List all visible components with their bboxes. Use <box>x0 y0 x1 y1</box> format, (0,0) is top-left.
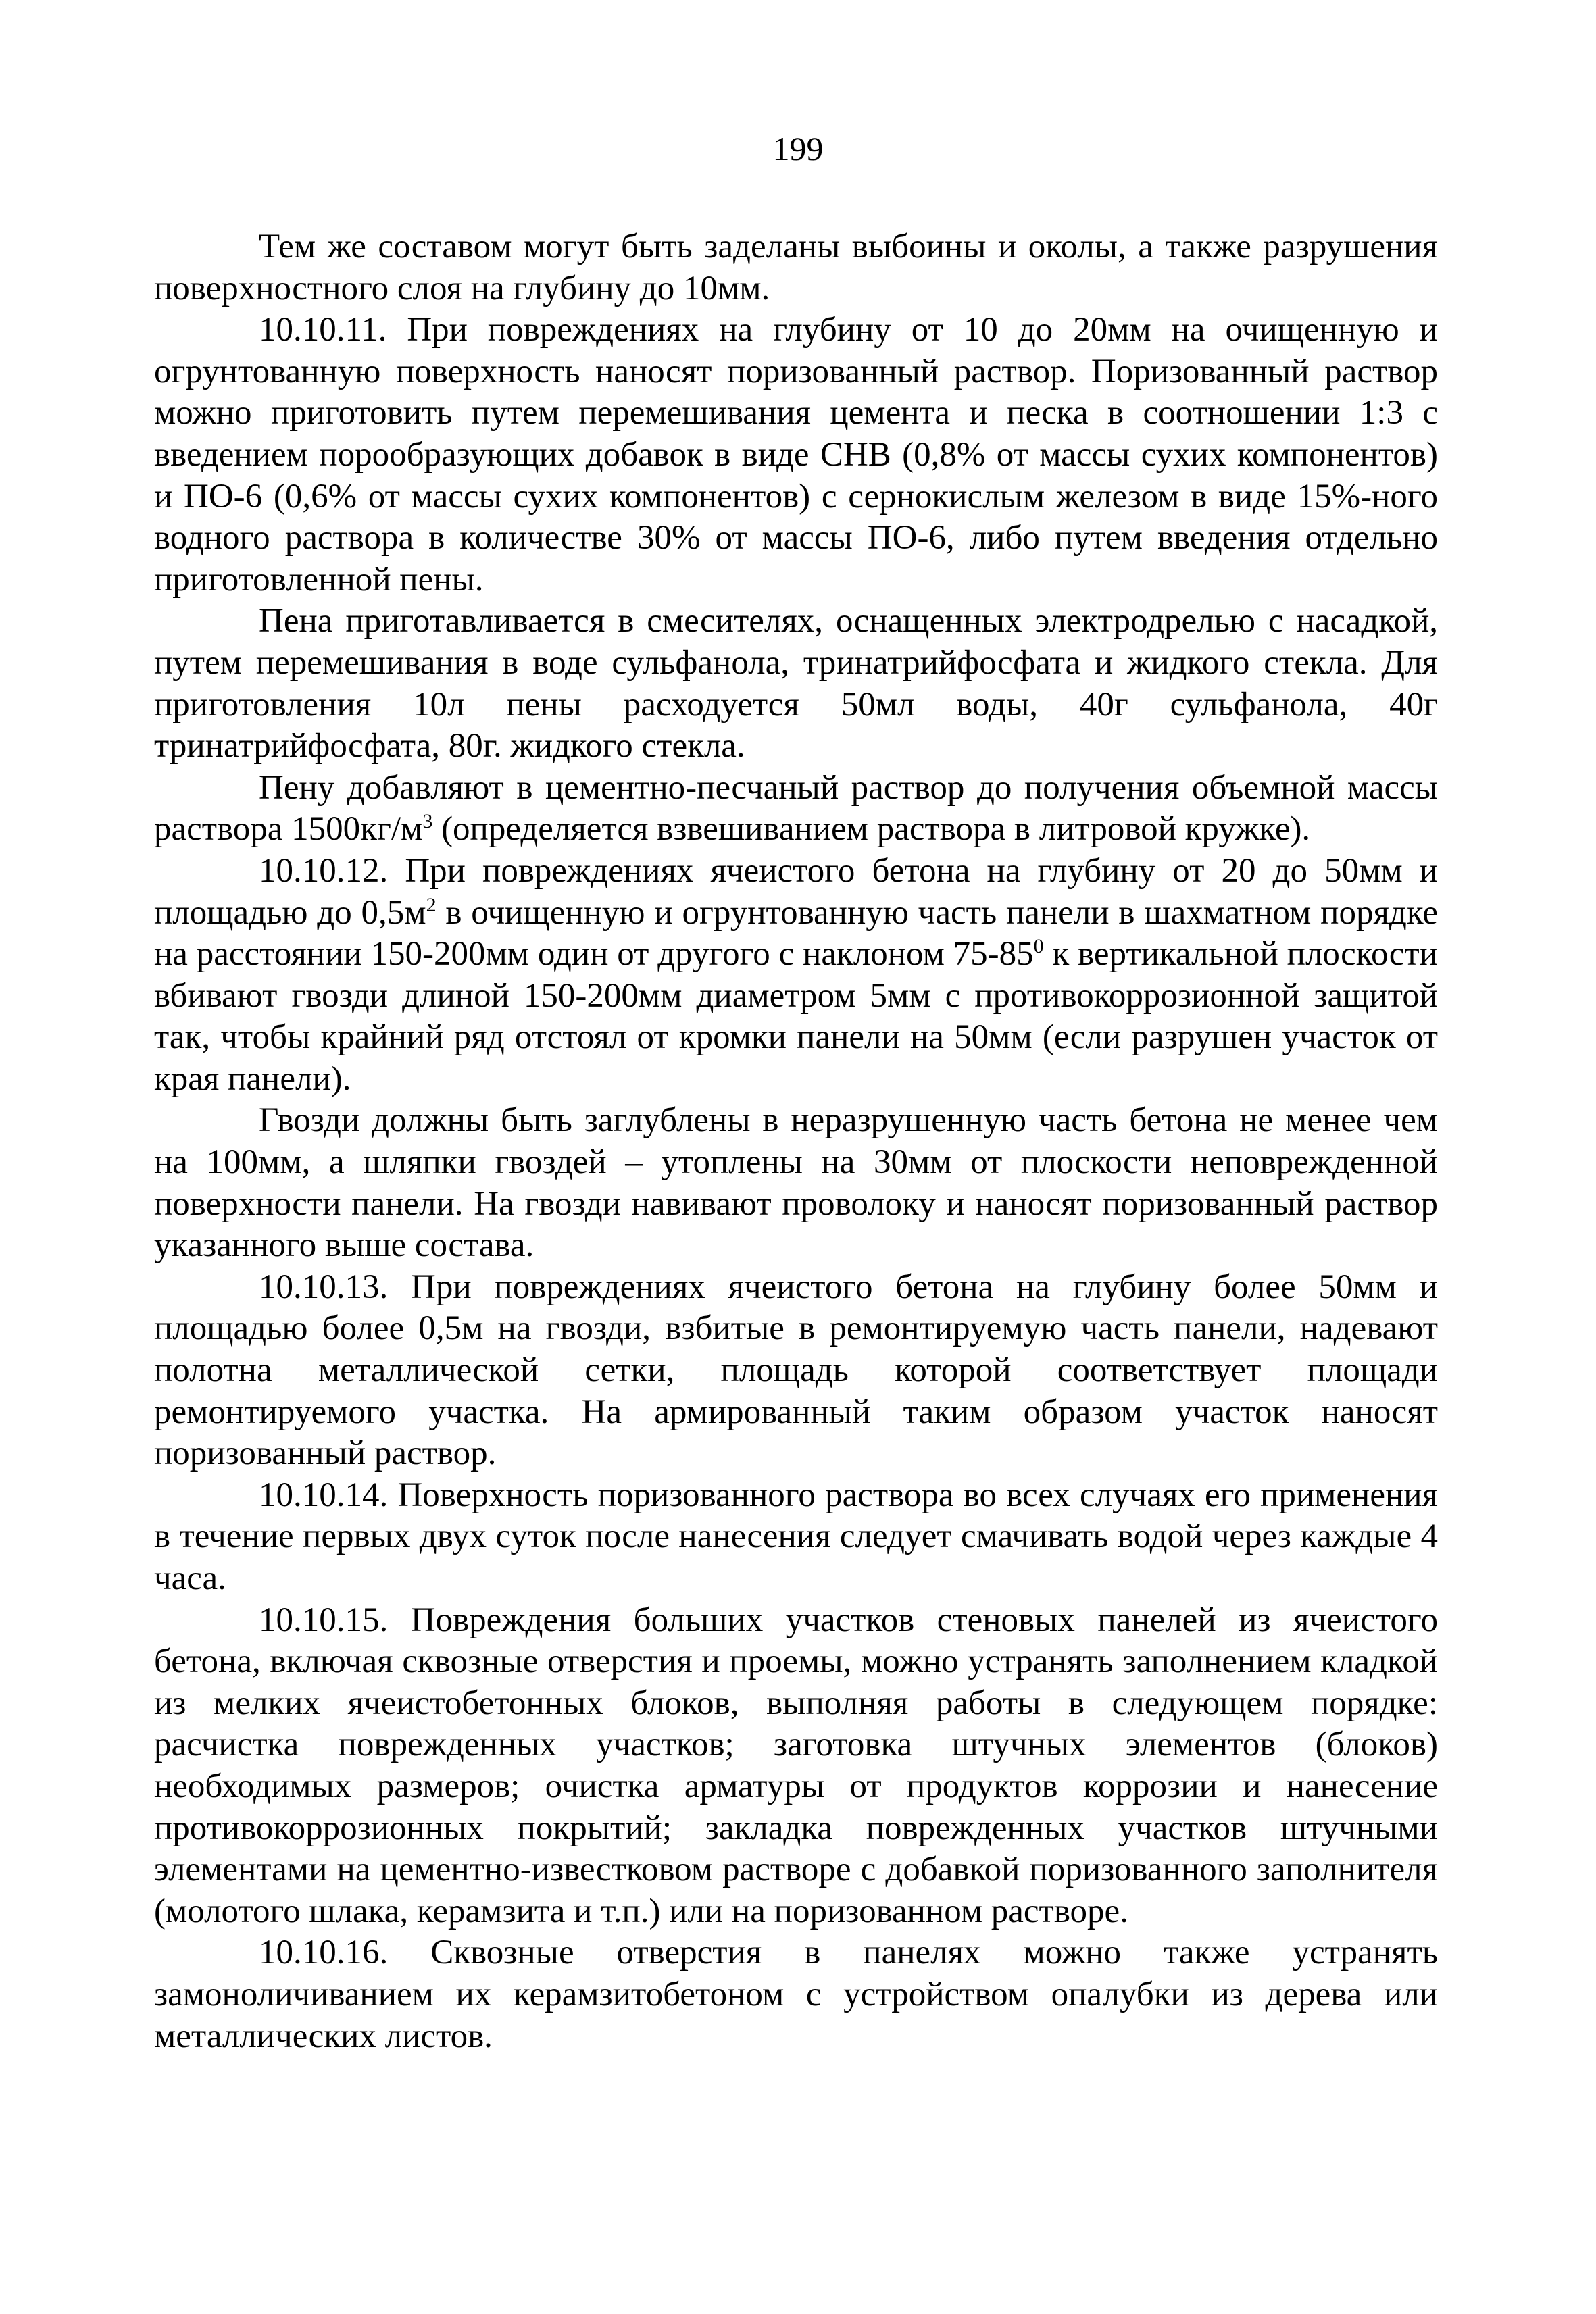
paragraph-nails: Гвозди должны быть заглублены в неразрушенную часть бетона не менее чем на 100мм, а шляпки гвоздей – утоплены на 30мм от плоскости неповрежденной поверхности панели. На гвозди навивают проволоку и наносят поризованный раствор указанного выше состава. <box>154 1101 1438 1265</box>
paragraph-text: 10.10.12. При повреждениях ячеистого бетона на глубину от 20 до 50мм и площадью до 0,5м <box>154 851 1438 932</box>
paragraph-10-10-15: 10.10.15. Повреждения больших участков стеновых панелей из ячеистого бетона, включая сквозные отверстия и проемы, можно устранять заполнением кладкой из мелких ячеистобетонных блоков, выполняя работы в следующем порядке: расчистка поврежденных участков; заготовка штучных элементов (блоков) необходимых размеров; очистка арматуры от продуктов коррозии и нанесение противокоррозионных покрытий; закладка поврежденных участков штучными элементами на цементно-известковом растворе с добавкой поризованного заполнителя (молотого шлака, керамзита и т.п.) или на поризованном растворе. <box>154 1601 1438 1930</box>
body-text <box>154 226 1438 2057</box>
paragraph-1: Тем же составом могут быть заделаны выбоины и околы, а также разрушения поверхностного слоя на глубину до 10мм. <box>154 228 1438 307</box>
paragraph-text: к вертикальной плоскости вбивают гвозди длиной 150-200мм диаметром 5мм с противокоррозионной защитой так, чтобы крайний ряд отстоял от кромки панели на 50мм (если разрушен участок от края панели). <box>154 935 1438 1098</box>
paragraph-10-10-16: 10.10.16. Сквозные отверстия в панелях можно также устранять замоноличиванием их керамзитобетоном с устройством опалубки из дерева или металлических листов. <box>154 1934 1438 2055</box>
paragraph-foam: Пена приготавливается в смесителях, оснащенных электродрелью с насадкой, путем перемешивания в воде сульфанола, тринатрийфосфата и жидкого стекла. Для приготовления 10л пены расходуется 50мл воды, 40г сульфанола, 40г тринатрийфосфата, 80г. жидкого стекла. <box>154 602 1438 765</box>
superscript: 2 <box>426 893 437 916</box>
paragraph-text: Пену добавляют в цементно-песчаный раствор до получения объемной массы раствора 1500кг/м <box>154 768 1438 849</box>
paragraph-text: (определяется взвешиванием раствора в литровой кружке). <box>432 810 1311 849</box>
paragraph-foam-addition <box>154 768 1438 851</box>
paragraph-text: в очищенную и огрунтованную часть панели в шахматном порядке на расстоянии 150-200мм один от другого с наклоном 75-85 <box>154 893 1438 974</box>
superscript: 0 <box>1033 935 1044 958</box>
paragraph-10-10-12 <box>154 851 1438 1101</box>
superscript: 3 <box>422 810 433 833</box>
paragraph-10-10-11: 10.10.11. При повреждениях на глубину от 10 до 20мм на очищенную и огрунтованную поверхность наносят поризованный раствор. Поризованный раствор можно приготовить путем перемешивания цемента и песка в соотношении 1:3 с введением порообразующих добавок в виде СНВ (0,8% от массы сухих компонентов) и ПО-6 (0,6% от массы сухих компонентов) с сернокислым железом в виде 15%-ного водного раствора в количестве 30% от массы ПО-6, либо путем введения отдельно приготовленной пены. <box>154 311 1438 599</box>
paragraph-10-10-13: 10.10.13. При повреждениях ячеистого бетона на глубину более 50мм и площадью более 0,5м на гвозди, взбитые в ремонтируемую часть панели, надевают полотна металлической сетки, площадь которой соответствует площади ремонтируемого участка. На армированный таким образом участок наносят поризованный раствор. <box>154 1267 1438 1473</box>
page-number: 199 <box>772 130 824 168</box>
paragraph-10-10-14: 10.10.14. Поверхность поризованного раствора во всех случаях его применения в течение первых двух суток после нанесения следует смачивать водой через каждые 4 часа. <box>154 1476 1438 1597</box>
